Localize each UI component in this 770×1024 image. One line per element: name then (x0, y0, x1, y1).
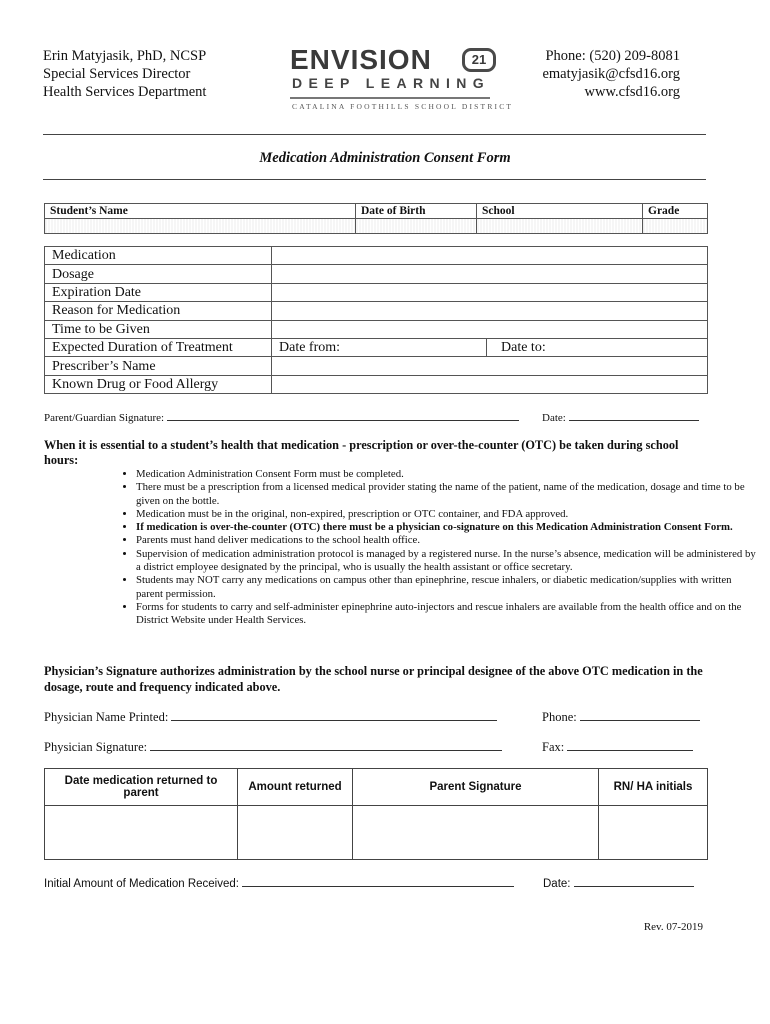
phone-number: Phone: (520) 209-8081 (545, 48, 680, 64)
time-to-be-given-field[interactable] (272, 320, 708, 338)
dosage-label: Dosage (45, 265, 272, 283)
logo-district: CATALINA FOOTHILLS SCHOOL DISTRICT (292, 102, 514, 111)
reason-label: Reason for Medication (45, 302, 272, 320)
parent-signature-row (44, 409, 519, 424)
return-parent-signature-field[interactable] (353, 806, 599, 860)
physician-signature-label: Physician Signature: (44, 740, 148, 754)
initial-amount-row (44, 875, 514, 890)
medication-field[interactable] (272, 247, 708, 265)
envision21-logo (290, 44, 514, 114)
logo-word: ENVISION (290, 44, 432, 75)
grade-field[interactable] (643, 219, 708, 234)
list-item: • Medication must be in the original, non-expired, prescription or OTC container, and FDA approved. (136, 508, 756, 521)
physician-signature-row (44, 739, 502, 755)
physician-fax-field[interactable] (567, 739, 693, 751)
reason-field[interactable] (272, 302, 708, 320)
list-item: • If medication is over-the-counter (OTC) there must be a physician co-signature on this Medication Administration Consent Form. (136, 521, 756, 534)
director-title: Special Services Director (43, 66, 191, 82)
return-date-header: Date medication returned to parent (45, 769, 238, 806)
physician-name-field[interactable] (171, 709, 497, 721)
parent-date-field[interactable] (569, 409, 699, 421)
parent-signature-field[interactable] (167, 409, 519, 421)
email-address[interactable]: ematyjasik@cfsd16.org (542, 66, 680, 82)
physician-fax-label: Fax: (542, 740, 565, 754)
header-contact-right (542, 47, 680, 101)
initial-date-label: Date: (543, 878, 571, 890)
school-field[interactable] (477, 219, 643, 234)
parent-date-row (542, 409, 699, 424)
date-of-birth-field[interactable] (356, 219, 477, 234)
list-item: • There must be a prescription from a licensed medical provider stating the name of the patient, name of the medication, dosage and time to be given on the bottle. (136, 481, 756, 508)
department-name: Health Services Department (43, 84, 207, 100)
logo-subtitle: DEEP LEARNING (292, 75, 491, 91)
parent-date-label: Date: (542, 412, 566, 424)
prescriber-field[interactable] (272, 357, 708, 375)
parent-signature-label: Parent/Guardian Signature: (44, 412, 165, 424)
revision-label: Rev. 07-2019 (643, 921, 703, 933)
allergy-field[interactable] (272, 375, 708, 393)
list-item: • Students may NOT carry any medications on campus other than epinephrine, rescue inhalers, or diabetic medication/supplies with written parent permission. (136, 574, 756, 601)
medication-return-table (44, 768, 708, 860)
header-rule-bottom (43, 179, 706, 180)
list-item: • Forms for students to carry and self-administer epinephrine auto-injectors and rescue inhalers are available from the health office and on the District Website under Health Services. (136, 601, 756, 628)
physician-note: Physician’s Signature authorizes administration by the school nurse or principal designee of the above OTC medication in the dosage, route and frequency indicated above. (44, 664, 703, 694)
date-of-birth-header: Date of Birth (356, 204, 477, 219)
list-item: • Medication Administration Consent Form must be completed. (136, 468, 756, 481)
time-to-be-given-label: Time to be Given (45, 320, 272, 338)
amount-returned-header: Amount returned (238, 769, 353, 806)
date-from-label: Date from: (279, 339, 341, 355)
physician-name-label: Physician Name Printed: (44, 710, 169, 724)
medication-details-table (44, 246, 708, 394)
initial-amount-label: Initial Amount of Medication Received: (44, 878, 239, 890)
expiration-date-label: Expiration Date (45, 283, 272, 301)
initial-date-field[interactable] (574, 875, 694, 887)
initial-date-row (543, 875, 694, 890)
date-from-field[interactable] (272, 338, 487, 356)
parent-signature-header: Parent Signature (353, 769, 599, 806)
amount-returned-field[interactable] (238, 806, 353, 860)
initial-amount-field[interactable] (242, 875, 514, 887)
website-url[interactable]: www.cfsd16.org (584, 84, 680, 100)
director-name: Erin Matyjasik, PhD, NCSP (43, 48, 207, 64)
prescriber-label: Prescriber’s Name (45, 357, 272, 375)
physician-phone-label: Phone: (542, 710, 577, 724)
student-name-header: Student’s Name (45, 204, 356, 219)
school-header: School (477, 204, 643, 219)
grade-header: Grade (643, 204, 708, 219)
rn-ha-initials-field[interactable] (599, 806, 708, 860)
return-date-field[interactable] (45, 806, 238, 860)
physician-fax-row (542, 739, 693, 755)
essential-heading: When it is essential to a student’s health that medication - prescription or over-the-counter (OTC) be taken during school hours: (44, 438, 679, 467)
physician-phone-row (542, 709, 700, 725)
physician-signature-field[interactable] (150, 739, 502, 751)
logo-divider (290, 97, 490, 99)
dosage-field[interactable] (272, 265, 708, 283)
form-title: Medication Administration Consent Form (259, 150, 511, 166)
logo-number: 21 (462, 48, 496, 72)
expiration-date-field[interactable] (272, 283, 708, 301)
student-name-field[interactable] (45, 219, 356, 234)
student-info-table (44, 203, 708, 234)
list-item: • Supervision of medication administration protocol is managed by a registered nurse. In the nurse’s absence, medication will be administered by a district employee designated by the principal, who is usually the health assistant or office secretary. (136, 548, 756, 575)
physician-name-row (44, 709, 497, 725)
medication-label: Medication (45, 247, 272, 265)
physician-phone-field[interactable] (580, 709, 700, 721)
date-to-field[interactable] (487, 338, 708, 356)
duration-label: Expected Duration of Treatment (45, 338, 272, 356)
allergy-label: Known Drug or Food Allergy (45, 375, 272, 393)
requirements-list (92, 468, 756, 628)
date-to-label: Date to: (501, 339, 546, 355)
rn-ha-initials-header: RN/ HA initials (599, 769, 708, 806)
list-item: • Parents must hand deliver medications to the school health office. (136, 534, 756, 547)
header-contact-left (43, 47, 206, 101)
header-rule-top (43, 134, 706, 135)
